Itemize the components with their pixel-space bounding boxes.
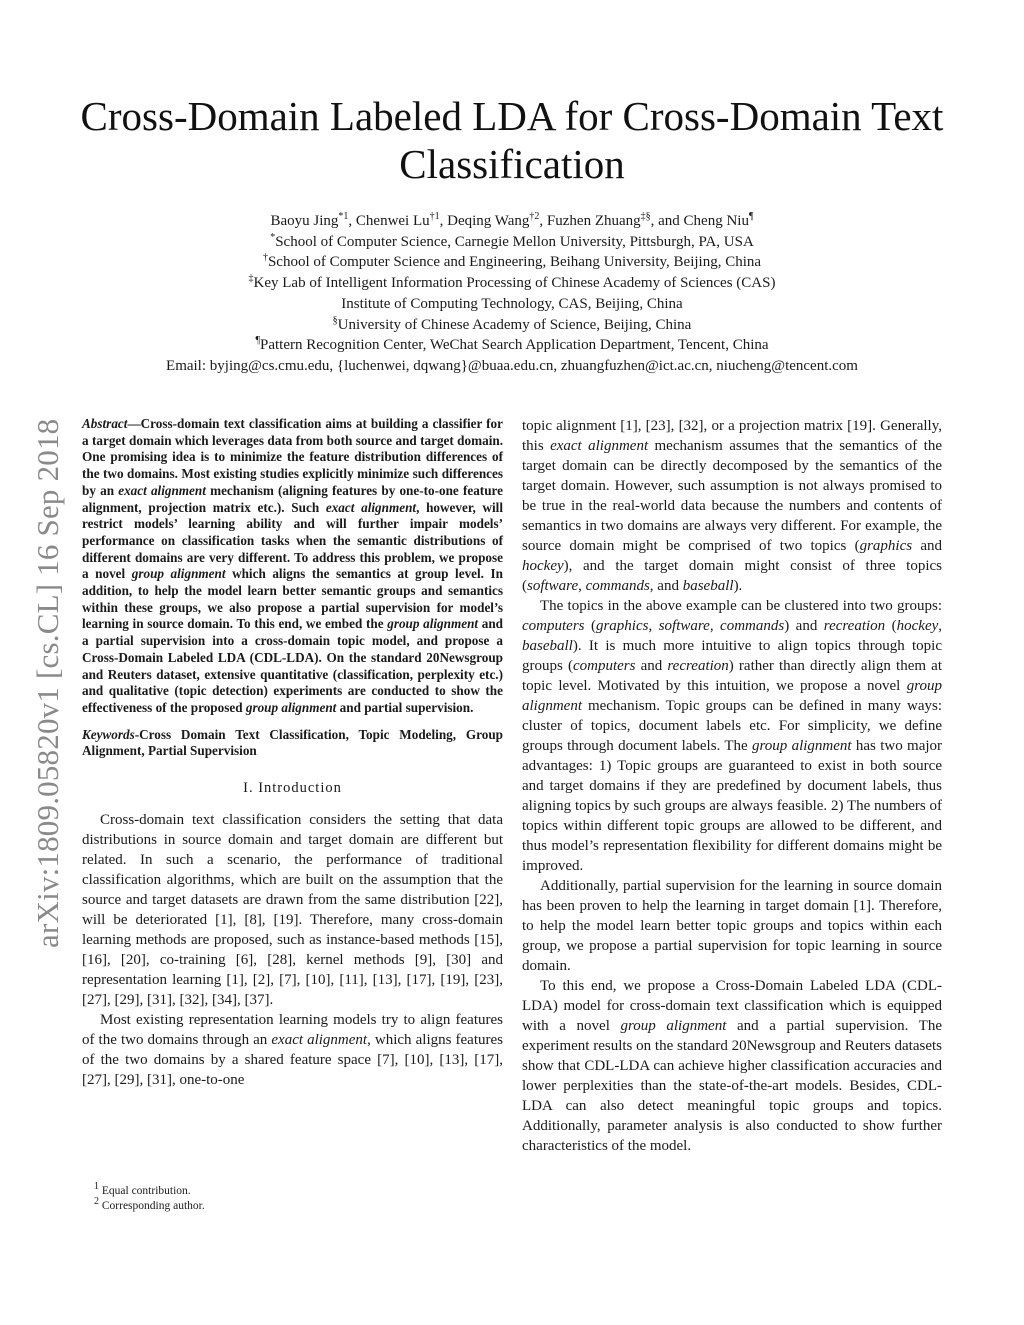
body-paragraph: To this end, we propose a Cross-Domain Labeled LDA (CDL-LDA) model for cross-domain text classification which is equipped with a novel group alignment and a partial supervision. The experiment results on the standard 20Newsgroup and Reuters datasets show that CDL-LDA can achieve higher classification accuracies and lower perplexities than the state-of-the-art models. Besides, CDL-LDA can also detect meaningful topic groups and topics. Additionally, parameter analysis is also conducted to show further characteristics of the model. bbox=[522, 978, 943, 1154]
body-paragraph: topic alignment [1], [23], [32], or a projection matrix [19]. Generally, this exact alignment mechanism assumes that the semantics of the target domain can be directly decomposed by the semantics of the target domain. However, such assumption is not always promised to be true in the real-world data because the numbers and contents of semantics in two domains are always very different. For example, the source domain might be comprised of two topics (graphics and hockey), and the target domain might consist of three topics (software, commands, and baseball). bbox=[522, 418, 942, 594]
author-block bbox=[60, 211, 964, 377]
section-heading: I. Introduction bbox=[243, 780, 342, 797]
affiliation-line: Institute of Computing Technology, CAS, Beijing, China bbox=[341, 295, 683, 312]
affiliation-line: §University of Chinese Academy of Science, Beijing, China bbox=[332, 314, 692, 333]
email-line: Email: byjing@cs.cmu.edu, {luchenwei, dqwang}@buaa.edu.cn, zhuangfuzhen@ict.ac.cn, niucheng@tencent.com bbox=[166, 357, 858, 374]
footnote: $^2$ Corresponding author. bbox=[94, 1196, 205, 1212]
footnotes bbox=[94, 1181, 205, 1214]
affiliation-line: ‡Key Lab of Intelligent Information Processing of Chinese Academy of Sciences (CAS) bbox=[248, 273, 776, 292]
keywords: Keywords-Cross Domain Text Classification, Topic Modeling, Group Alignment, Partial Supervision bbox=[82, 726, 503, 759]
paper-title: Cross-Domain Labeled LDA for Cross-Domain Text Classification bbox=[80, 93, 944, 187]
affiliation-line: †School of Computer Science and Engineering, Beihang University, Beijing, China bbox=[262, 252, 762, 271]
body-paragraph: Additionally, partial supervision for the learning in source domain has been proven to help the learning in target domain [1]. Therefore, to help the model learn better topic groups and topics within each group, we propose a partial supervision for topic learning in source domain. bbox=[522, 878, 942, 974]
affiliation-line: *School of Computer Science, Carnegie Mellon University, Pittsburgh, PA, USA bbox=[270, 231, 754, 250]
arxiv-stamp: arXiv:1809.05820v1 [cs.CL] 16 Sep 2018 bbox=[30, 418, 65, 948]
author-names: Baoyu Jing$^{*1}$, Chenwei Lu$^{\dagger 1}$, Deqing Wang$^{\dagger 2}$, Fuzhen Zhuang‡§, and Cheng Niu¶ bbox=[270, 211, 754, 229]
right-column bbox=[522, 416, 942, 1156]
body-paragraph: The topics in the above example can be clustered into two groups: computers (graphics, software, commands) and recreation (hockey, baseball). It is much more intuitive to align topics through topic groups (computers and recreation) rather than directly align them at topic level. Motivated by this intuition, we propose a novel group alignment mechanism. Topic groups can be defined in many ways: cluster of topics, document labels etc. For simplicity, we define groups through document labels. The group alignment has two major advantages: 1) Topic groups are guaranteed to exist in both source and target domains if they are predefined by document labels, thus aligning topics by such groups are always feasible. 2) The numbers of topics within different topic groups are allowed to be different, and thus model’s representation flexibility for different domains might be improved. bbox=[522, 598, 943, 874]
body-paragraph: Cross-domain text classification considers the setting that data distributions in source domain and target domain are different but related. In such a scenario, the performance of traditional classification algorithms, which are built on the assumption that the source and target datasets are drawn from the same distribution [22], will be deteriorated [1], [8], [19]. Therefore, many cross-domain learning methods are proposed, such as instance-based methods [15], [16], [20], co-training [6], [28], kernel methods [9], [30] and representation learning [1], [2], [7], [10], [11], [13], [17], [19], [23], [27], [29], [31], [32], [34], [37]. bbox=[82, 812, 503, 1009]
abstract: Abstract—Cross-domain text classification aims at building a classifier for a target domain which leverages data from both source and target domain. One promising idea is to minimize the feature distribution differences of the two domains. Most existing studies explicitly minimize such differences by an exact alignment mechanism (aligning features by one-to-one feature alignment, projection matrix etc.). Such exact alignment, however, will restrict models’ learning ability and will further impair models’ performance on classification tasks when the semantic distributions of different domains are very different. To address this problem, we propose a novel group alignment which aligns the semantics at group level. In addition, to help the model learn better semantic groups and semantics within these groups, we also propose a partial supervision for model’s learning in source domain. To this end, we embed the group alignment and a partial supervision into a cross-domain topic model, and propose a Cross-Domain Labeled LDA (CDL-LDA). On the standard 20Newsgroup and Reuters dataset, extensive quantitative (classification, perplexity etc.) and qualitative (topic detection) experiments are conducted to show the effectiveness of the proposed group alignment and partial supervision. bbox=[82, 416, 504, 715]
left-column bbox=[82, 416, 503, 1090]
body-paragraph: Most existing representation learning models try to align features of the two domains through an exact alignment, which aligns features of the two domains by a shared feature space [7], [10], [13], [17], [27], [29], [31], one-to-one bbox=[82, 1012, 503, 1089]
affiliation-line: ¶Pattern Recognition Center, WeChat Search Application Department, Tencent, China bbox=[255, 335, 769, 354]
footnote: $^1$ Equal contribution. bbox=[94, 1181, 191, 1197]
